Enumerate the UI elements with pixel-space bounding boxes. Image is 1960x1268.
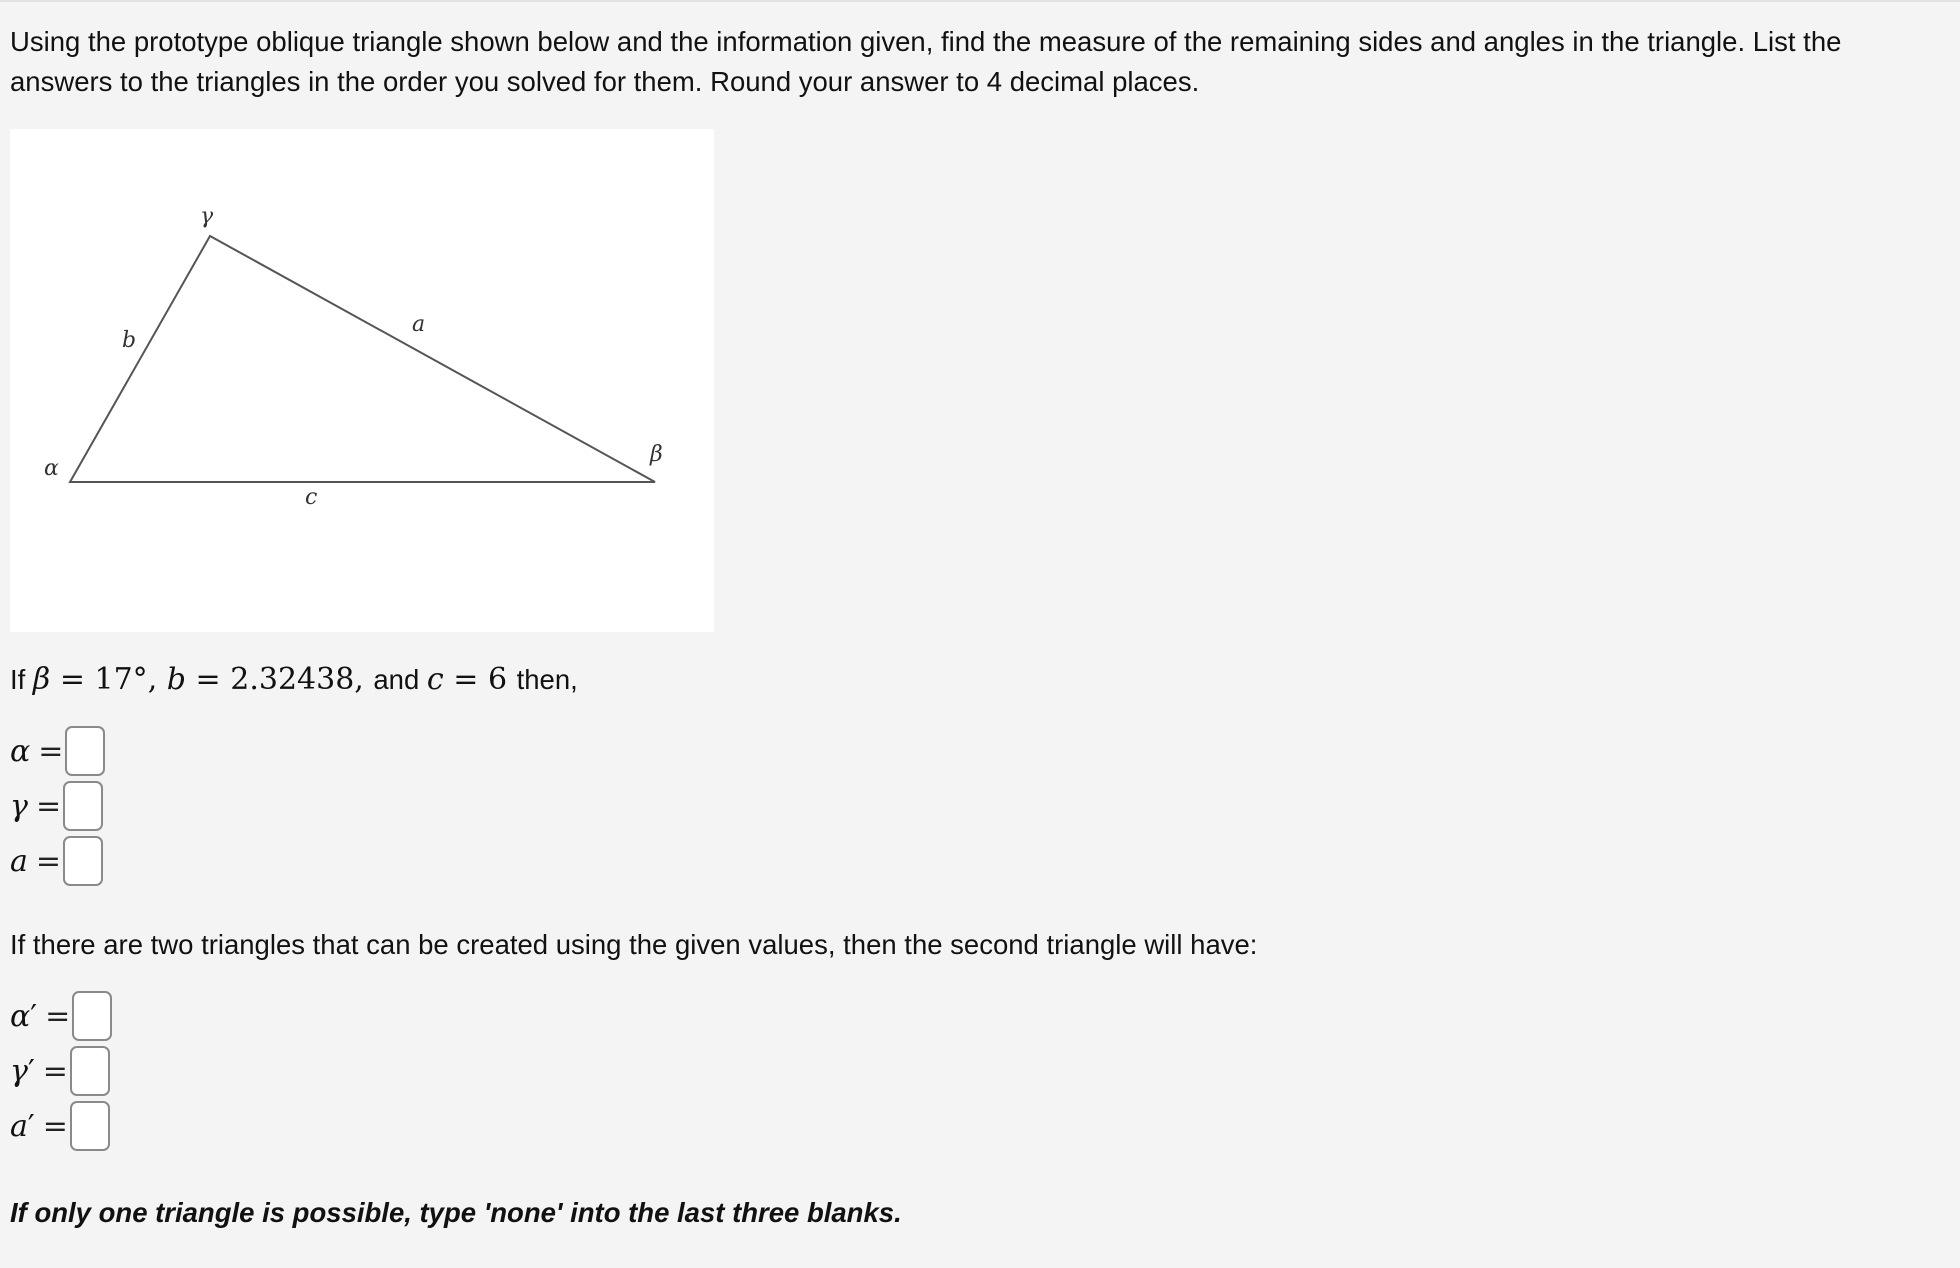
answer-symbol: a — [10, 1108, 28, 1144]
question-instructions: Using the prototype oblique triangle shown below and the information given, find the measure of the remaining sides and angles in the triangle. List the answers to the triangles in the order you solved for them. Round your answer to 4 decimal places. — [10, 26, 1842, 97]
answer-row-a-prime — [10, 1098, 110, 1154]
given-b-symbol: b — [166, 662, 186, 697]
given-c-equals: = — [453, 662, 479, 697]
answer-symbol: α — [10, 733, 31, 769]
answer-label-gamma — [10, 789, 61, 824]
label-gamma: γ — [200, 204, 214, 229]
given-values — [10, 656, 578, 704]
alpha-input[interactable] — [65, 726, 105, 776]
answer-label-alpha — [10, 734, 63, 769]
answer-equals: = — [42, 1053, 68, 1089]
answer-symbol: a — [10, 843, 28, 879]
given-beta-value: 17° — [94, 662, 148, 697]
answer-prime: ′ — [27, 1108, 35, 1144]
answer-equals: = — [38, 733, 64, 769]
label-a: a — [412, 312, 426, 337]
answer-row-alpha-prime — [10, 988, 112, 1044]
answer-symbol: γ — [10, 1053, 28, 1089]
answer-equals: = — [35, 788, 62, 824]
given-c-expression — [427, 662, 517, 697]
gamma-prime-input[interactable] — [70, 1046, 110, 1096]
answer-symbol: γ — [10, 788, 28, 824]
a-prime-input[interactable] — [70, 1101, 110, 1151]
given-c-value: 6 — [487, 662, 508, 697]
given-beta-expression — [33, 662, 373, 697]
triangle-figure — [10, 129, 714, 632]
answer-symbol: α — [10, 998, 31, 1034]
answer-prime: ′ — [27, 1053, 35, 1089]
triangle-shape — [70, 236, 655, 482]
gamma-input[interactable] — [63, 781, 103, 831]
none-note: If only one triangle is possible, type 'none' into the last three blanks. — [10, 1197, 902, 1228]
a-input[interactable] — [63, 836, 103, 886]
given-prefix: If — [10, 664, 26, 695]
top-divider — [0, 0, 1960, 2]
answer-equals: = — [42, 1108, 68, 1144]
answer-row-a — [10, 833, 103, 889]
answer-prime: ′ — [30, 998, 38, 1034]
label-b: b — [122, 328, 137, 353]
label-beta: β — [650, 442, 663, 467]
answer-label-a — [10, 844, 61, 879]
label-c: c — [305, 485, 318, 510]
given-suffix: then, — [516, 664, 578, 695]
given-beta-symbol: β — [32, 662, 51, 697]
given-c-symbol: c — [426, 662, 444, 697]
given-b-equals: = — [195, 662, 221, 697]
answer-row-gamma — [10, 778, 103, 834]
answer-equals: = — [35, 843, 62, 879]
answer-label-a-prime — [10, 1109, 68, 1144]
answer-equals: = — [45, 998, 71, 1034]
given-comma-2: , — [354, 662, 364, 697]
given-beta-equals: = — [59, 662, 85, 697]
answer-label-gamma-prime — [10, 1054, 68, 1089]
second-triangle-prompt: If there are two triangles that can be created using the given values, then the second triangle will have: — [10, 929, 1258, 960]
answer-row-gamma-prime — [10, 1043, 110, 1099]
answer-label-alpha-prime — [10, 999, 70, 1034]
given-comma-1: , — [147, 662, 158, 697]
label-alpha: α — [44, 456, 59, 481]
triangle-diagram — [10, 129, 714, 632]
given-b-value: 2.32438 — [230, 662, 355, 697]
alpha-prime-input[interactable] — [72, 991, 112, 1041]
given-and: and — [373, 664, 420, 695]
answer-row-alpha — [10, 723, 105, 779]
